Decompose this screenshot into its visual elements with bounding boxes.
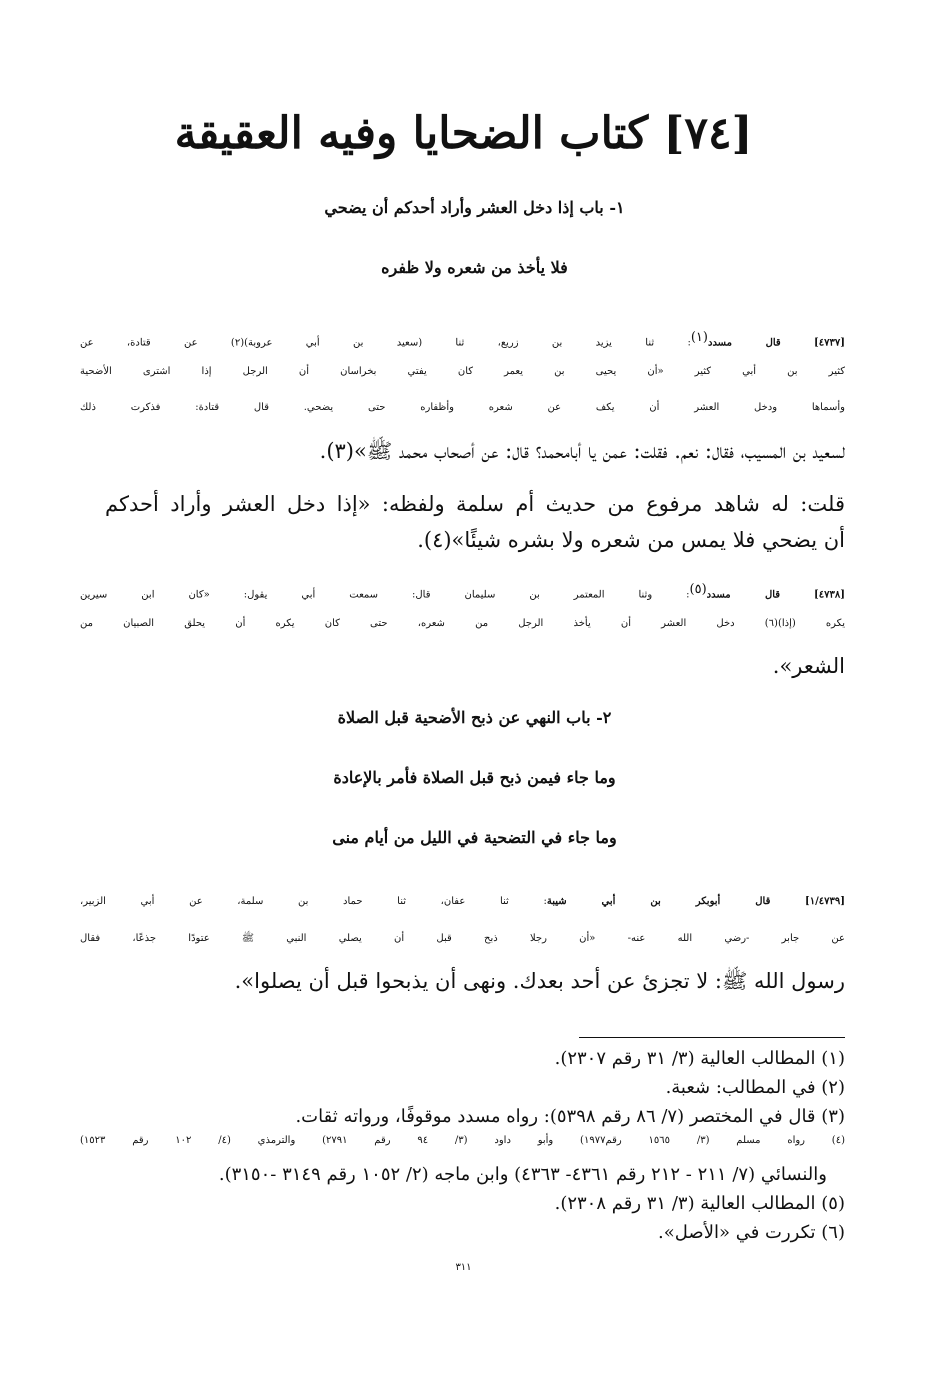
section-heading-2-line-1: ٢- باب النهي عن ذبح الأضحية قبل الصلاة — [337, 708, 612, 727]
footnote-1: (١) المطالب العالية (٣/ ٣١ رقم ٢٣٠٧). — [554, 1048, 845, 1069]
hadith-text: : وثنا المعتمر بن سليمان قال: سمعت أبي يقول: «كان ابن سيرين — [80, 589, 690, 601]
section-heading-1-line-1: ١- باب إذا دخل العشر وأراد أحدكم أن يضحي — [324, 198, 625, 217]
page-number: ٣١١ — [455, 1262, 472, 1273]
section-heading-2-line-3: وما جاء في التضحية في الليل من أيام منى — [332, 828, 617, 847]
footnote-2: (٢) في المطالب: شعبة. — [665, 1077, 845, 1098]
footnote-5: (٥) المطالب العالية (٣/ ٣١ رقم ٢٣٠٨). — [554, 1193, 845, 1214]
footnote-ref: (٥) — [689, 582, 707, 597]
footnote-separator — [579, 1037, 845, 1038]
hadith-4737-line-2: كثير بن أبي كثير «أن يحيى بن يعمر كان يفتي بخراسان أن الرجل إذا اشترى الأضحية — [80, 366, 845, 377]
footnote-3: (٣) قال في المختصر (٧/ ٨٦ رقم ٥٣٩٨): رواه مسدد موقوفًا، ورواته ثقات. — [295, 1106, 845, 1127]
footnote-4-line-2: والنسائي (٧/ ٢١١ - ٢١٢ رقم ٤٣٦١- ٤٣٦٣) وابن ماجه (٢/ ١٠٥٢ رقم ٣١٤٩ -٣١٥٠). — [218, 1164, 827, 1185]
hadith-number: [٤٧٣٨] — [814, 589, 845, 601]
hadith-4739-line-2: عن جابر -رضي الله عنه- «أن رجلا ذبح قبل أن يصلي النبي ﷺ عتودًا جذعًا، فقال — [80, 933, 845, 944]
hadith-number: [١/٤٧٣٩] — [805, 896, 845, 907]
hadith-4737-line-1 — [80, 330, 845, 348]
narrator-label: قال مسدد — [707, 337, 781, 349]
section-heading-2-line-2: وما جاء فيمن ذبح قبل الصلاة فأمر بالإعادة — [333, 768, 616, 787]
footnote-6: (٦) تكررت في «الأصل». — [658, 1222, 845, 1243]
chapter-title: [٧٤] كتاب الضحايا وفيه العقيقة — [174, 108, 753, 159]
section-heading-1-line-2: فلا يأخذ من شعره ولا ظفره — [381, 258, 568, 277]
footnote-ref: (١) — [690, 330, 708, 345]
hadith-text: : ثنا يزيد بن زريع، ثنا (سعيد بن أبي عروبة)(٢) عن قتادة، عن — [80, 337, 691, 349]
hadith-text: : ثنا عفان، ثنا حماد بن سلمة، عن أبي الزبير، — [80, 896, 547, 907]
hadith-4739-line-1 — [80, 896, 845, 907]
note-line-2: أن يضحي فلا يمس من شعره ولا بشره شيئًا»(٤). — [417, 528, 845, 552]
narrator-label: قال أبوبكر بن أبي شيبة — [546, 896, 771, 907]
hadith-4738-line-2: يكره (إذا)(٦) دخل العشر أن يأخذ الرجل من شعره، حتى كان يكره أن يحلق الصبيان من — [80, 618, 845, 629]
hadith-4737-line-4: لسعيد بن المسيب، فقال: نعم. فقلت: عمن يا أبامحمد؟ قال: عن أصحاب محمد ﷺ»(٣). — [319, 439, 845, 463]
note-line-1: قلت: له شاهد مرفوع من حديث أم سلمة ولفظه: «إذا دخل العشر وأراد أحدكم — [105, 492, 845, 516]
hadith-4739-line-3: رسول الله ﷺ: لا تجزئ عن أحد بعدك. ونهى أن يذبحوا قبل أن يصلوا». — [234, 969, 845, 993]
footnote-4-line-1: (٤) رواه مسلم (٣/ ١٥٦٥ رقم١٩٧٧) وأبو داود (٣/ ٩٤ رقم ٢٧٩١) والترمذي (٤/ ١٠٢ رقم ١٥٢٣) — [80, 1135, 845, 1146]
hadith-number: [٤٧٣٧] — [814, 337, 845, 349]
hadith-4738-line-3: الشعر». — [772, 654, 845, 678]
hadith-4737-line-3: وأسماها ودخل العشر أن يكف عن شعره وأظفاره حتى يضحي. قال قتادة: فذكرت ذلك — [80, 402, 845, 413]
hadith-4738-line-1 — [80, 582, 845, 600]
narrator-label: قال مسدد — [706, 589, 781, 601]
